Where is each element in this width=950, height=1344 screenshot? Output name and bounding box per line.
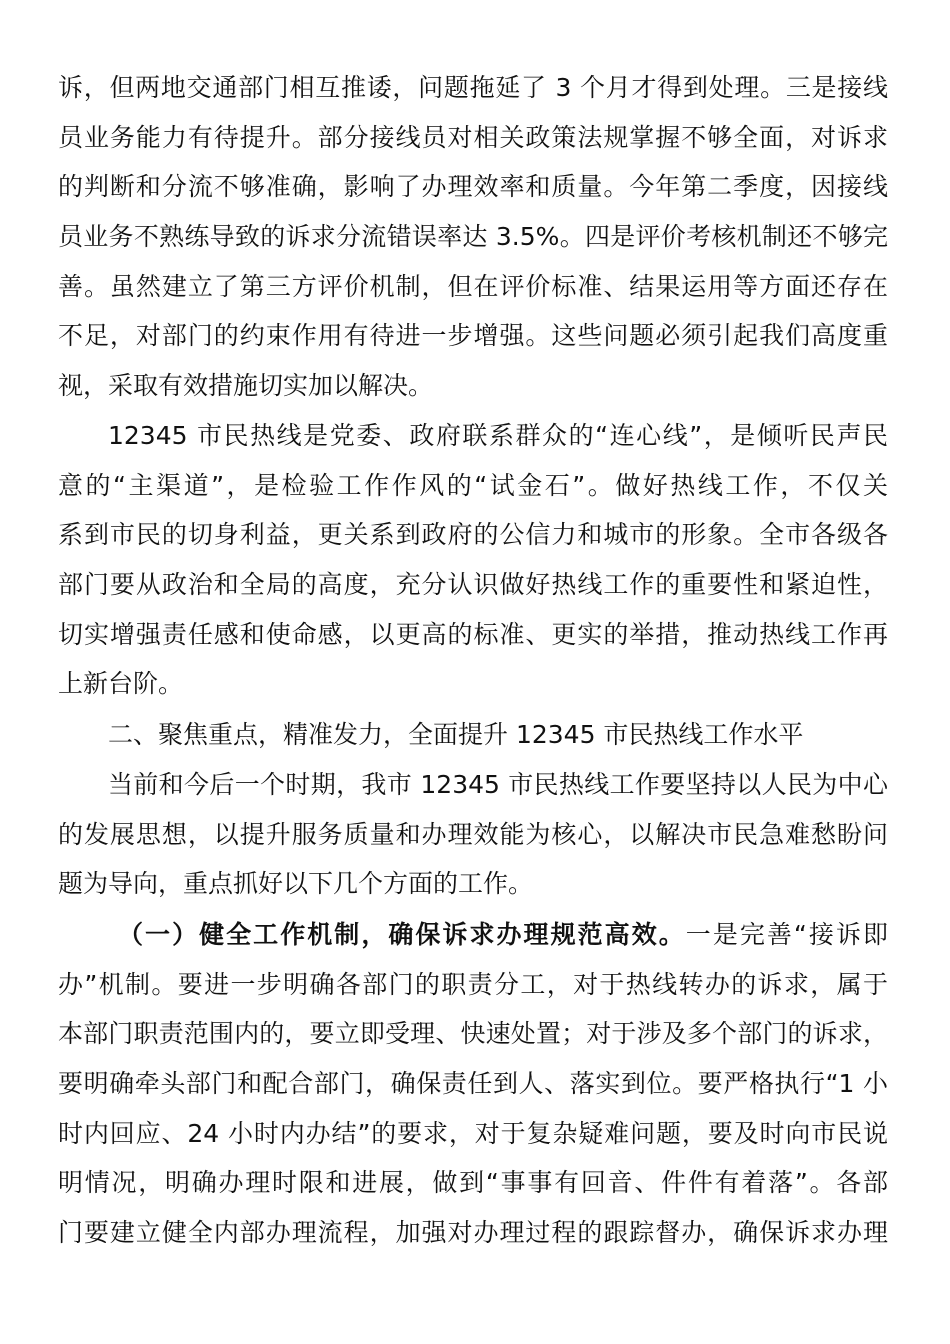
- paragraph-mechanism: [58, 910, 888, 1258]
- text-line: 要明确牵头部门和配合部门，确保责任到人、落实到位。要严格执行“1 小: [58, 1069, 888, 1099]
- paragraph-hotline-importance: [58, 411, 888, 709]
- text-line: 的发展思想，以提升服务质量和办理效能为核心，以解决市民急难愁盼问: [58, 819, 888, 849]
- text-line: 视，采取有效措施切实加以解决。: [58, 371, 434, 401]
- text-line: 时内回应、24 小时内办结”的要求，对于复杂疑难问题，要及时向市民说: [58, 1118, 888, 1148]
- subsection-heading: （一）健全工作机制，确保诉求办理规范高效。: [118, 920, 686, 949]
- paragraph-continued: [58, 63, 888, 411]
- text-line: 上新台阶。: [58, 669, 184, 699]
- paragraph-work-focus: [58, 760, 888, 909]
- text-line: 当前和今后一个时期，我市 12345 市民热线工作要坚持以人民为中心: [108, 770, 888, 799]
- text-line: 的判断和分流不够准确，影响了办理效率和质量。今年第二季度，因接线: [58, 172, 888, 202]
- text-line: 办”机制。要进一步明确各部门的职责分工，对于热线转办的诉求，属于: [58, 969, 888, 999]
- text-line: 员业务能力有待提升。部分接线员对相关政策法规掌握不够全面，对诉求: [58, 122, 888, 152]
- text-line: 题为导向，重点抓好以下几个方面的工作。: [58, 869, 534, 899]
- text-line: 切实增强责任感和使命感，以更高的标准、更实的举措，推动热线工作再: [58, 619, 888, 649]
- text-line: 本部门职责范围内的，要立即受理、快速处置；对于涉及多个部门的诉求，: [58, 1019, 888, 1049]
- text-segment: 一是完善“接诉即: [685, 920, 888, 949]
- text-line: 12345 市民热线是党委、政府联系群众的“连心线”，是倾听民声民: [108, 421, 888, 450]
- section-heading-text: 二、聚焦重点，精准发力，全面提升 12345 市民热线工作水平: [108, 720, 804, 749]
- text-line: 明情况，明确办理时限和进展，做到“事事有回音、件件有着落”。各部: [58, 1168, 888, 1198]
- text-line: 诉，但两地交通部门相互推诿，问题拖延了 3 个月才得到处理。三是接线: [58, 73, 888, 102]
- subsection-first-line: [58, 910, 888, 960]
- text-line: 意的“主渠道”，是检验工作作风的“试金石”。做好热线工作，不仅关: [58, 470, 888, 500]
- text-line: 不足，对部门的约束作用有待进一步增强。这些问题必须引起我们高度重: [58, 321, 888, 351]
- section-heading: [58, 710, 888, 760]
- text-line: 善。虽然建立了第三方评价机制，但在评价标准、结果运用等方面还存在: [58, 271, 888, 301]
- text-line: 系到市民的切身利益，更关系到政府的公信力和城市的形象。全市各级各: [58, 520, 888, 550]
- text-line: 员业务不熟练导致的诉求分流错误率达 3.5%。四是评价考核机制还不够完: [58, 222, 888, 252]
- text-line: 部门要从政治和全局的高度，充分认识做好热线工作的重要性和紧迫性，: [58, 570, 888, 600]
- text-line: 门要建立健全内部办理流程，加强对办理过程的跟踪督办，确保诉求办理: [58, 1218, 888, 1248]
